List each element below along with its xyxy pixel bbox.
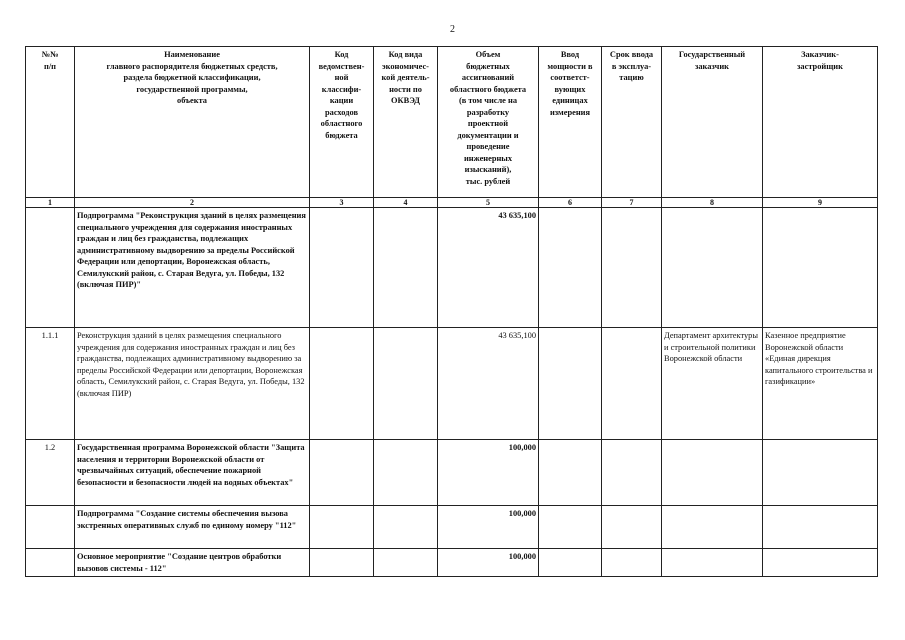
- table-row: [26, 549, 878, 577]
- header-cell-dept-code: Код ведомствен- ной классифи- кации расходов областного бюджета: [310, 47, 374, 198]
- header-cell-number: №№ п/п: [26, 47, 75, 198]
- row-developer: [763, 506, 878, 549]
- row-number: [26, 506, 75, 549]
- row-volume: 100,000: [438, 506, 539, 549]
- header-cell-okved: Код вида экономичес- кой деятель- ности по ОКВЭД: [374, 47, 438, 198]
- column-number-row: [26, 198, 878, 208]
- column-number: 8: [662, 198, 763, 208]
- row-number: 1.1.1: [26, 328, 75, 440]
- row-commissioning: [602, 549, 662, 577]
- page-number: 2: [450, 24, 455, 35]
- column-number: 9: [763, 198, 878, 208]
- header-cell-capacity: Ввод мощности в соответст- вующих единицах измерения: [539, 47, 602, 198]
- row-capacity: [539, 549, 602, 577]
- table-row: [26, 328, 878, 440]
- row-dept-code: [310, 328, 374, 440]
- row-customer: [662, 440, 763, 506]
- row-okved: [374, 506, 438, 549]
- row-name: Реконструкция зданий в целях размещения специального учреждения для содержания иностранных граждан и лиц без гражданства, подлежащих административному выдворению за пределы Российской Федерации или депортации, Воронежская область, Семилукский район, с. Старая Ведуга, ул. Победы, 132 (включая ПИР): [75, 328, 310, 440]
- row-dept-code: [310, 506, 374, 549]
- row-capacity: [539, 440, 602, 506]
- table-header-row: [26, 47, 878, 198]
- row-okved: [374, 328, 438, 440]
- column-number: 1: [26, 198, 75, 208]
- row-developer: [763, 549, 878, 577]
- row-name: Подпрограмма "Реконструкция зданий в целях размещения специального учреждения для содержания иностранных граждан и лиц без гражданства, подлежащих административному выдворению за пределы Российской Федерации или депортации, Воронежская область, Семилукский район, с. Старая Ведуга, ул. Победы, 132 (включая ПИР)": [75, 208, 310, 328]
- header-cell-commissioning: Срок ввода в эксплуа- тацию: [602, 47, 662, 198]
- row-customer: [662, 506, 763, 549]
- column-number: 3: [310, 198, 374, 208]
- row-capacity: [539, 208, 602, 328]
- budget-table: [25, 46, 878, 577]
- row-commissioning: [602, 208, 662, 328]
- header-cell-developer: Заказчик- застройщик: [763, 47, 878, 198]
- table-row: [26, 208, 878, 328]
- row-name: Государственная программа Воронежской области "Защита населения и территории Воронежской области от чрезвычайных ситуаций, обеспечение пожарной безопасности и безопасности людей на водных объектах": [75, 440, 310, 506]
- row-volume: 100,000: [438, 440, 539, 506]
- row-number: [26, 208, 75, 328]
- row-number: 1.2: [26, 440, 75, 506]
- header-cell-customer: Государственный заказчик: [662, 47, 763, 198]
- row-okved: [374, 549, 438, 577]
- row-okved: [374, 440, 438, 506]
- row-dept-code: [310, 208, 374, 328]
- row-okved: [374, 208, 438, 328]
- header-cell-volume: Объем бюджетных ассигнований областного бюджета (в том числе на разработку проектной документации и проведение инженерных изысканий), тыс. рублей: [438, 47, 539, 198]
- table-row: [26, 506, 878, 549]
- row-name: Подпрограмма "Создание системы обеспечения вызова экстренных оперативных служб по единому номеру "112": [75, 506, 310, 549]
- row-commissioning: [602, 328, 662, 440]
- row-capacity: [539, 506, 602, 549]
- column-number: 6: [539, 198, 602, 208]
- row-customer: [662, 549, 763, 577]
- column-number: 4: [374, 198, 438, 208]
- column-number: 2: [75, 198, 310, 208]
- row-developer: Казенное предприятие Воронежской области «Единая дирекция капитального строительства и газификации»: [763, 328, 878, 440]
- row-customer: Департамент архитектуры и строительной политики Воронежской области: [662, 328, 763, 440]
- row-volume: 43 635,100: [438, 208, 539, 328]
- row-volume: 43 635,100: [438, 328, 539, 440]
- row-capacity: [539, 328, 602, 440]
- row-developer: [763, 440, 878, 506]
- row-developer: [763, 208, 878, 328]
- column-number: 5: [438, 198, 539, 208]
- row-number: [26, 549, 75, 577]
- row-customer: [662, 208, 763, 328]
- row-name: Основное мероприятие "Создание центров обработки вызовов системы - 112": [75, 549, 310, 577]
- row-dept-code: [310, 549, 374, 577]
- column-number: 7: [602, 198, 662, 208]
- row-commissioning: [602, 440, 662, 506]
- table-row: [26, 440, 878, 506]
- row-volume: 100,000: [438, 549, 539, 577]
- row-commissioning: [602, 506, 662, 549]
- header-cell-name: Наименование главного распорядителя бюджетных средств, раздела бюджетной классификации, государственной программы, объекта: [75, 47, 310, 198]
- row-dept-code: [310, 440, 374, 506]
